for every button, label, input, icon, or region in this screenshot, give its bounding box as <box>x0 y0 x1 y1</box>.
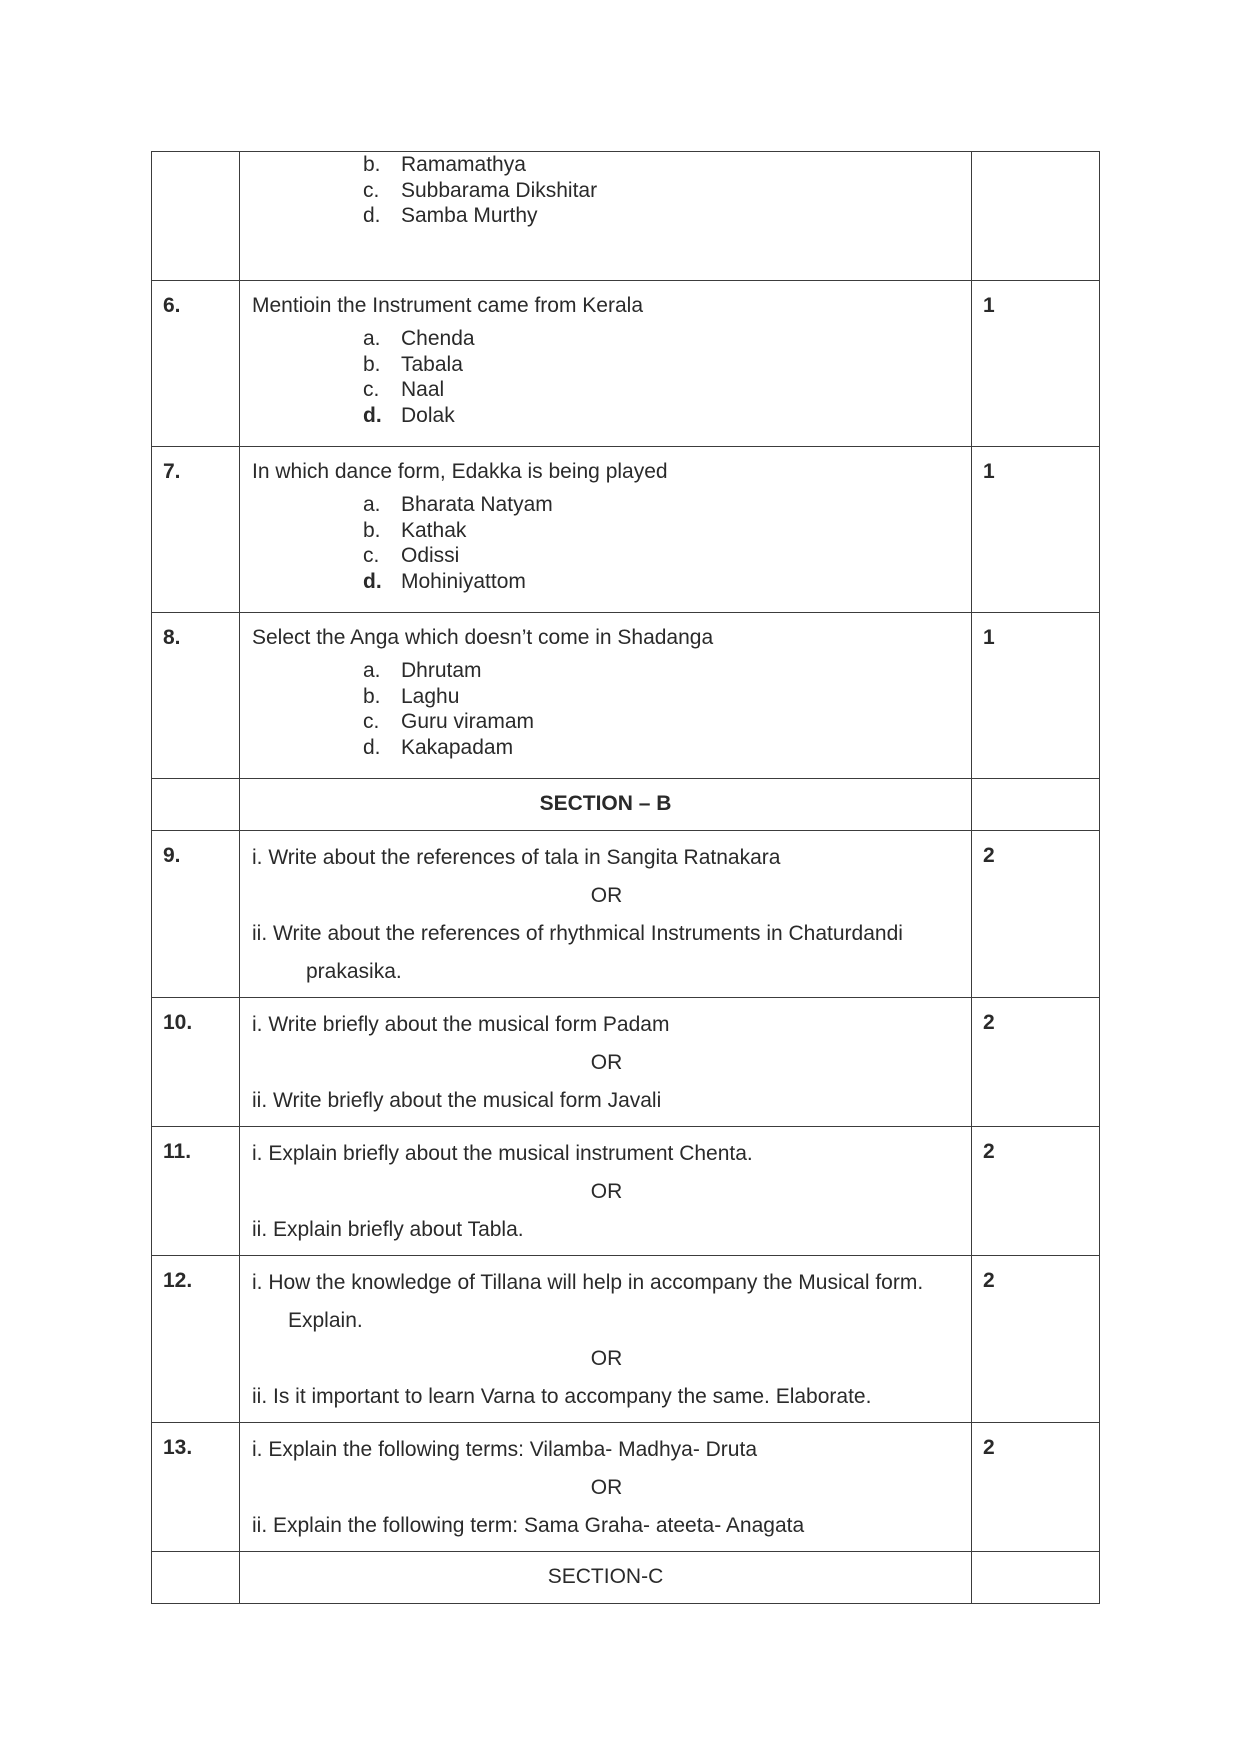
question-part-2: ii. Is it important to learn Varna to accompany the same. Elaborate. <box>252 1385 872 1408</box>
options-list <box>240 658 971 770</box>
question-row-7 <box>152 447 1100 613</box>
question-text: In which dance form, Edakka is being played <box>252 460 668 483</box>
option-item: a. Chenda <box>363 327 475 350</box>
question-part-2: ii. Explain briefly about Tabla. <box>252 1218 524 1241</box>
marks-value: 1 <box>983 460 995 483</box>
question-row-6 <box>152 281 1100 447</box>
or-label: OR <box>590 1476 623 1499</box>
option-item: b. Ramamathya <box>363 153 526 176</box>
question-part-2-continued: prakasika. <box>306 960 402 983</box>
option-item: b. Kathak <box>363 518 467 542</box>
option-item: b. Tabala <box>363 352 463 376</box>
or-label: OR <box>590 1180 623 1203</box>
question-text: Mentioin the Instrument came from Kerala <box>252 294 644 317</box>
section-c-row <box>152 1552 1100 1604</box>
question-row-10 <box>152 998 1100 1127</box>
marks-value: 1 <box>983 626 995 649</box>
questions-table <box>151 151 1100 1604</box>
option-item: d. Kakapadam <box>363 735 514 759</box>
question-part-2: ii. Explain the following term: Sama Graha- ateeta- Anagata <box>252 1514 805 1537</box>
question-number: 9. <box>163 844 181 867</box>
section-b-row <box>152 779 1100 831</box>
option-item: a. Bharata Natyam <box>363 493 553 516</box>
question-number: 12. <box>163 1269 193 1292</box>
marks-value: 2 <box>983 1269 995 1292</box>
marks-value: 2 <box>983 1436 995 1459</box>
question-paper <box>151 151 1099 1604</box>
marks-value: 2 <box>983 1011 995 1034</box>
marks-value: 2 <box>983 844 995 867</box>
option-item: c. Naal <box>363 378 445 401</box>
question-row-12 <box>152 1256 1100 1423</box>
option-item: c. Odissi <box>363 544 460 567</box>
marks-value: 2 <box>983 1140 995 1163</box>
question-number: 7. <box>163 460 181 483</box>
question-part-1: i. Explain the following terms: Vilamba- Madhya- Druta <box>252 1438 757 1461</box>
option-item: d. Mohiniyattom <box>363 569 526 593</box>
question-number: 13. <box>163 1436 193 1459</box>
question-text: Select the Anga which doesn’t come in Shadanga <box>252 626 714 649</box>
option-item: d. Samba Murthy <box>363 204 538 227</box>
section-heading: SECTION-C <box>547 1565 664 1588</box>
options-list <box>240 152 971 239</box>
number-cell <box>152 152 240 281</box>
question-part-1: i. Write briefly about the musical form Padam <box>252 1013 670 1036</box>
question-number: 10. <box>163 1011 193 1034</box>
continuation-row <box>152 152 1100 281</box>
question-number: 11. <box>163 1140 192 1163</box>
question-row-9 <box>152 831 1100 998</box>
option-item: a. Dhrutam <box>363 659 482 682</box>
marks-value: 1 <box>983 294 995 317</box>
section-heading: SECTION – B <box>539 792 672 815</box>
question-number: 8. <box>163 626 181 649</box>
or-label: OR <box>590 1347 623 1370</box>
question-row-8 <box>152 613 1100 779</box>
or-label: OR <box>590 1051 623 1074</box>
question-part-1: i. How the knowledge of Tillana will help in accompany the Musical form. <box>252 1271 924 1294</box>
question-part-2: ii. Write briefly about the musical form Javali <box>252 1089 662 1112</box>
option-item: c. Subbarama Dikshitar <box>363 178 598 202</box>
question-part-1-continued: Explain. <box>288 1309 363 1332</box>
question-row-11 <box>152 1127 1100 1256</box>
option-item: c. Guru viramam <box>363 710 535 733</box>
question-part-1: i. Write about the references of tala in Sangita Ratnakara <box>252 846 781 869</box>
options-list <box>240 326 971 438</box>
option-item: d. Dolak <box>363 403 455 427</box>
question-row-13 <box>152 1423 1100 1552</box>
question-number: 6. <box>163 294 181 317</box>
or-label: OR <box>590 884 623 907</box>
question-cell <box>240 152 972 281</box>
question-part-2: ii. Write about the references of rhythmical Instruments in Chaturdandi <box>252 922 903 945</box>
question-part-1: i. Explain briefly about the musical instrument Chenta. <box>252 1142 753 1165</box>
options-list <box>240 492 971 604</box>
option-item: b. Laghu <box>363 684 460 708</box>
marks-cell <box>972 152 1100 281</box>
